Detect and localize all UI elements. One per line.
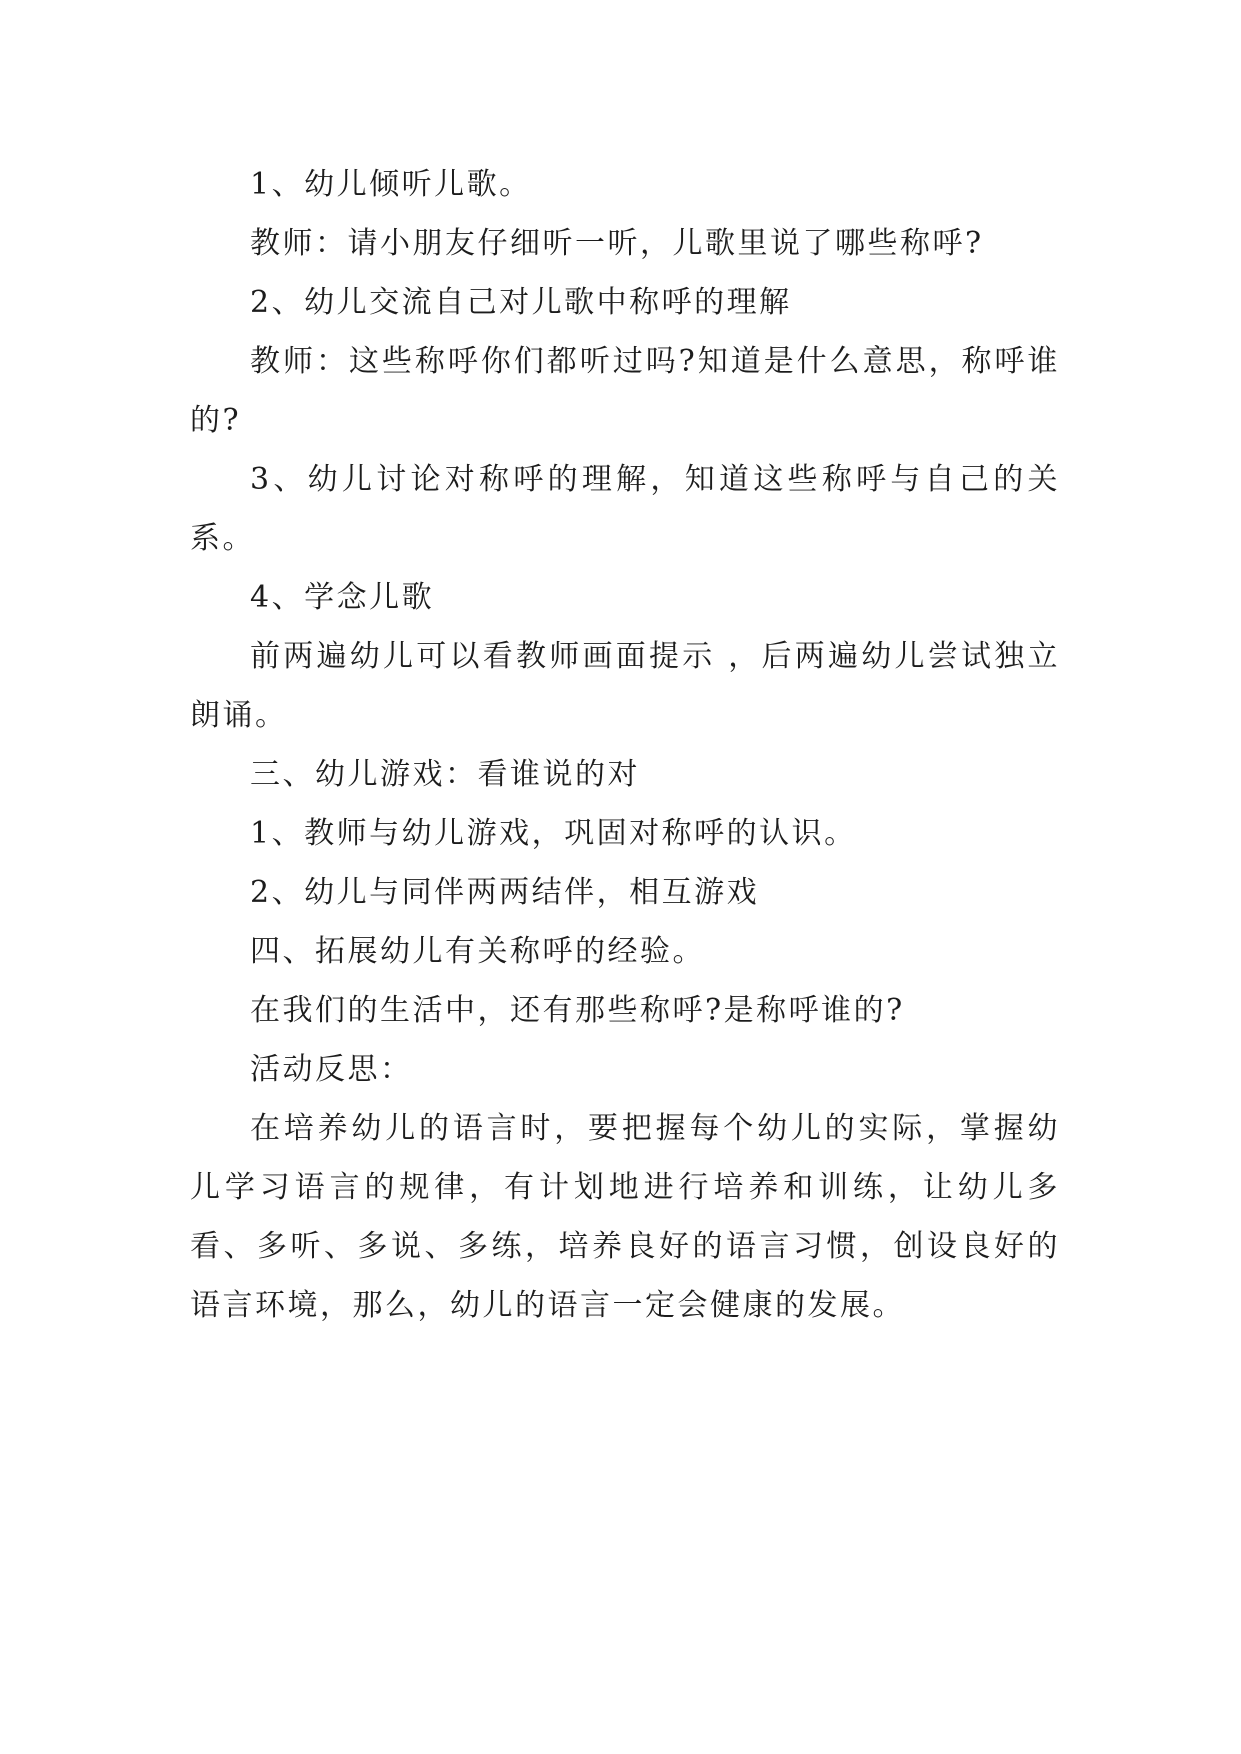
paragraph-10: 2、幼儿与同伴两两结伴，相互游戏 — [250, 875, 760, 910]
paragraph-11: 四、拓展幼儿有关称呼的经验。 — [250, 934, 705, 969]
paragraph-9: 1、教师与幼儿游戏，巩固对称呼的认识。 — [250, 816, 857, 851]
document-body — [190, 155, 1060, 1335]
paragraph-2: 教师：请小朋友仔细听一听，儿歌里说了哪些称呼? — [250, 226, 984, 261]
paragraph-1: 1、幼儿倾听儿歌。 — [250, 167, 532, 202]
paragraph-3: 2、幼儿交流自己对儿歌中称呼的理解 — [250, 285, 792, 320]
paragraph-14: 在培养幼儿的语言时，要把握每个幼儿的实际，掌握幼儿学习语言的规律，有计划地进行培养和训练，让幼儿多看、多听、多说、多练，培养良好的语言习惯，创设良好的语言环境，那么，幼儿的语言一定会健康的发展。 — [190, 1111, 1060, 1323]
paragraph-4: 教师：这些称呼你们都听过吗?知道是什么意思，称呼谁的? — [190, 344, 1060, 438]
paragraph-12: 在我们的生活中，还有那些称呼?是称呼谁的? — [250, 993, 905, 1028]
paragraph-6: 4、学念儿歌 — [250, 580, 435, 615]
paragraph-5: 3、幼儿讨论对称呼的理解，知道这些称呼与自己的关系。 — [190, 462, 1060, 556]
paragraph-13: 活动反思： — [250, 1052, 413, 1087]
paragraph-8: 三、幼儿游戏：看谁说的对 — [250, 757, 640, 792]
paragraph-7: 前两遍幼儿可以看教师画面提示 ，后两遍幼儿尝试独立朗诵。 — [190, 639, 1060, 733]
